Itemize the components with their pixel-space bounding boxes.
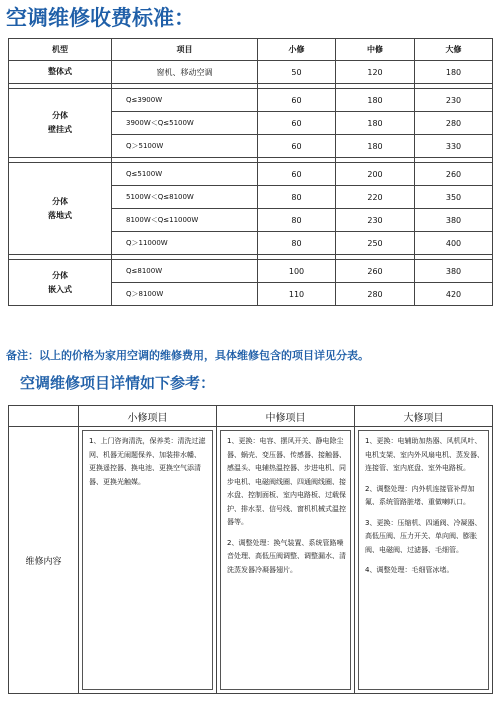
header-item: 项目 [112, 39, 258, 61]
table-row [9, 89, 493, 112]
row-label: 维修内容 [9, 427, 79, 694]
category-cell [9, 163, 112, 255]
category-label: 壁挂式 [48, 125, 72, 134]
item-cell: Q＞11000W [112, 232, 258, 255]
medium-item-text: 2、调整处理：换气装置、系统管路噪音处理、高低压阀调整、调整漏水、清洗蒸发器冷凝器翅片。 [227, 538, 346, 574]
price-medium: 230 [336, 209, 415, 232]
category-cell [9, 89, 112, 158]
category-label: 嵌入式 [48, 284, 72, 294]
item-cell: 5100W＜Q≤8100W [112, 186, 258, 209]
minor-item-text: 1、上门咨询清洗，保养类：清洗过滤网、机器无闹题保养、加装排水幡、 更换遥控器、换电池、更换空气添清器、更换光触媒。 [89, 437, 206, 486]
price-medium: 180 [336, 135, 415, 158]
header-model: 机型 [9, 39, 112, 61]
category-label: 整体式 [48, 67, 72, 76]
page-title: 空调维修收费标准： [6, 6, 195, 30]
repair-detail-table [8, 405, 493, 694]
price-minor: 60 [258, 135, 336, 158]
price-medium: 180 [336, 89, 415, 112]
price-major: 380 [415, 209, 493, 232]
major-item-text: 2、调整处理：内外机连接管补焊加氟、系统管路脏堵、重做喇叭口。 [365, 484, 475, 506]
detail-header-row [9, 406, 493, 427]
category-cell [9, 260, 112, 306]
category-label: 落地式 [48, 210, 72, 220]
minor-items-cell [79, 427, 217, 694]
medium-items-cell [217, 427, 355, 694]
note-text: 备注：以上的价格为家用空调的维修费用，具体维修包含的项目详见分表。 [6, 349, 369, 362]
header-blank [9, 406, 79, 427]
price-major: 180 [415, 61, 493, 84]
category-label: 分体 [52, 196, 68, 206]
section-title: 空调维修项目详情如下参考： [20, 374, 216, 392]
price-minor: 80 [258, 186, 336, 209]
medium-item-text: 1、更换：电容、摆风开关、静电除尘器、蜗壳、变压器、传感器、接触器、感温头、电辅热温控器、步进电机、同步电机、电磁阀线圈、四通阀线圈、接水盘、控制面板、室内电路板、过载保护、排水泵、信号线、窗机机械式温控器等。 [227, 437, 346, 526]
item-cell: Q≤3900W [112, 89, 258, 112]
price-major: 230 [415, 89, 493, 112]
major-items-box [358, 430, 489, 690]
price-minor: 60 [258, 112, 336, 135]
item-cell: Q≤8100W [112, 260, 258, 283]
major-item-text: 3、更换：压缩机、四通阀、冷凝器、高低压阀、压力开关、单向阀、膨胀阀、电磁阀、过滤器、毛细管。 [365, 518, 482, 554]
price-major: 350 [415, 186, 493, 209]
price-minor: 80 [258, 209, 336, 232]
table-row [9, 260, 493, 283]
major-item-text: 1、更换：电辅助加热器、风机风叶、电机支架、室内外风扇电机、蒸发器、连接管、室内底盘、室外电路板。 [365, 437, 484, 472]
price-minor: 50 [258, 61, 336, 84]
price-medium: 260 [336, 260, 415, 283]
header-medium: 中修 [336, 39, 415, 61]
price-major: 420 [415, 283, 493, 306]
price-major: 380 [415, 260, 493, 283]
price-major: 400 [415, 232, 493, 255]
header-major: 大修 [415, 39, 493, 61]
price-major: 280 [415, 112, 493, 135]
medium-items-box [220, 430, 351, 690]
item-cell: 窗机、移动空调 [112, 61, 258, 84]
major-item-text: 4、调整处理：毛细管冰堵。 [365, 566, 454, 574]
major-items-cell [355, 427, 493, 694]
price-major: 260 [415, 163, 493, 186]
table-row [9, 163, 493, 186]
price-medium: 220 [336, 186, 415, 209]
header-minor: 小修 [258, 39, 336, 61]
price-medium: 120 [336, 61, 415, 84]
price-minor: 100 [258, 260, 336, 283]
item-cell: Q≤5100W [112, 163, 258, 186]
price-major: 330 [415, 135, 493, 158]
item-cell: 3900W＜Q≤5100W [112, 112, 258, 135]
item-cell: 8100W＜Q≤11000W [112, 209, 258, 232]
category-cell [9, 61, 112, 84]
minor-items-box [82, 430, 213, 690]
category-label: 分体 [52, 111, 68, 120]
price-medium: 200 [336, 163, 415, 186]
header-minor-items: 小修项目 [79, 406, 217, 427]
fee-table-header [9, 39, 493, 61]
header-medium-items: 中修项目 [217, 406, 355, 427]
item-cell: Q＞5100W [112, 135, 258, 158]
price-minor: 60 [258, 163, 336, 186]
price-medium: 180 [336, 112, 415, 135]
item-cell: Q＞8100W [112, 283, 258, 306]
table-row [9, 61, 493, 84]
price-minor: 80 [258, 232, 336, 255]
header-major-items: 大修项目 [355, 406, 493, 427]
category-label: 分体 [52, 270, 68, 280]
detail-content-row [9, 427, 493, 694]
price-minor: 60 [258, 89, 336, 112]
fee-table [8, 38, 493, 306]
price-medium: 280 [336, 283, 415, 306]
price-minor: 110 [258, 283, 336, 306]
price-medium: 250 [336, 232, 415, 255]
